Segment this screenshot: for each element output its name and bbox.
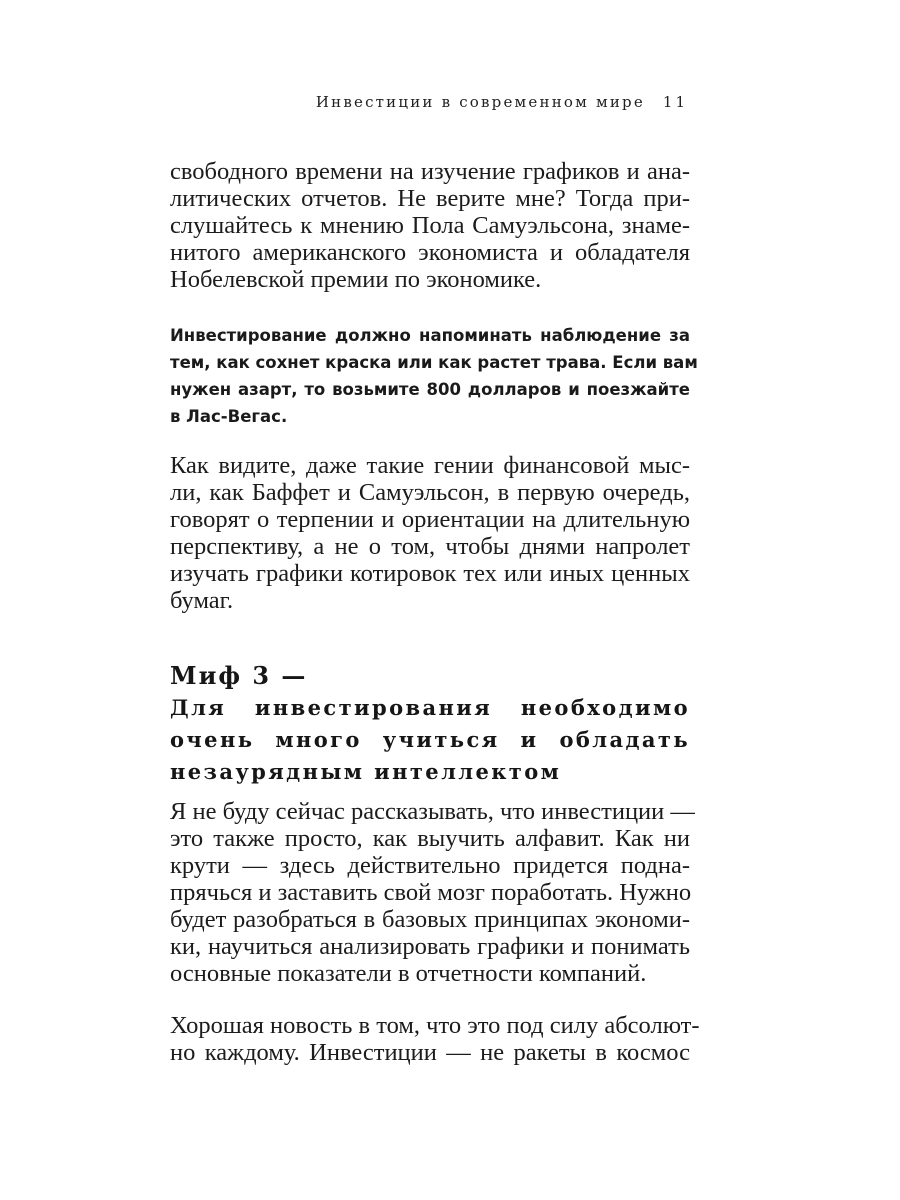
text-line: это также просто, как выучить алфавит. Как ни <box>170 825 690 852</box>
text-line: слушайтесь к мнению Пола Самуэльсона, знаме- <box>170 212 690 239</box>
text-line: изучать графики котировок тех или иных ценных <box>170 560 690 587</box>
section-heading <box>170 660 690 788</box>
text-line: литических отчетов. Не верите мне? Тогда при- <box>170 185 690 212</box>
heading-line: Для инвестирования необходимо <box>170 695 690 720</box>
running-head <box>0 93 688 111</box>
text-line: но каждому. Инвестиции — не ракеты в космос <box>170 1039 690 1066</box>
text-line: Как видите, даже такие гении финансовой мыс- <box>170 452 690 479</box>
paragraph-1 <box>170 158 690 293</box>
text-line: бумаг. <box>170 587 234 614</box>
text-line: свободного времени на изучение графиков и ана- <box>170 158 690 185</box>
quote-line: тем, как сохнет краска или как растет трава. Если вам <box>170 353 698 372</box>
text-line: ки, научиться анализировать графики и понимать <box>170 933 690 960</box>
text-line: крути — здесь действительно придется подна- <box>170 852 690 879</box>
heading-line: очень много учиться и обладать <box>170 727 690 752</box>
paragraph-4 <box>170 1012 700 1066</box>
heading-line: незаурядным интеллектом <box>170 759 562 784</box>
text-line: Нобелевской премии по экономике. <box>170 266 542 293</box>
quote-block <box>170 322 698 430</box>
text-line: прячься и заставить свой мозг поработать. Нужно <box>170 879 692 906</box>
text-line: Хорошая новость в том, что это под силу абсолют- <box>170 1012 700 1039</box>
text-line: основные показатели в отчетности компаний. <box>170 960 647 987</box>
text-line: нитого американского экономиста и обладателя <box>170 239 690 266</box>
text-line: перспективу, а не о том, чтобы днями напролет <box>170 533 690 560</box>
heading-myth-number: Миф 3 — <box>170 661 308 690</box>
paragraph-3 <box>170 798 695 987</box>
text-line: Я не буду сейчас рассказывать, что инвестиции — <box>170 798 695 825</box>
text-line: ли, как Баффет и Самуэльсон, в первую очередь, <box>170 479 690 506</box>
text-line: говорят о терпении и ориентации на длительную <box>170 506 690 533</box>
running-title: Инвестиции в современном мире <box>315 93 645 111</box>
paragraph-2 <box>170 452 690 614</box>
quote-line: Инвестирование должно напоминать наблюдение за <box>170 326 690 345</box>
quote-line: в Лас-Вегас. <box>170 407 288 426</box>
page-number: 11 <box>662 93 688 111</box>
text-line: будет разобраться в базовых принципах экономи- <box>170 906 690 933</box>
quote-line: нужен азарт, то возьмите 800 долларов и поезжайте <box>170 380 690 399</box>
